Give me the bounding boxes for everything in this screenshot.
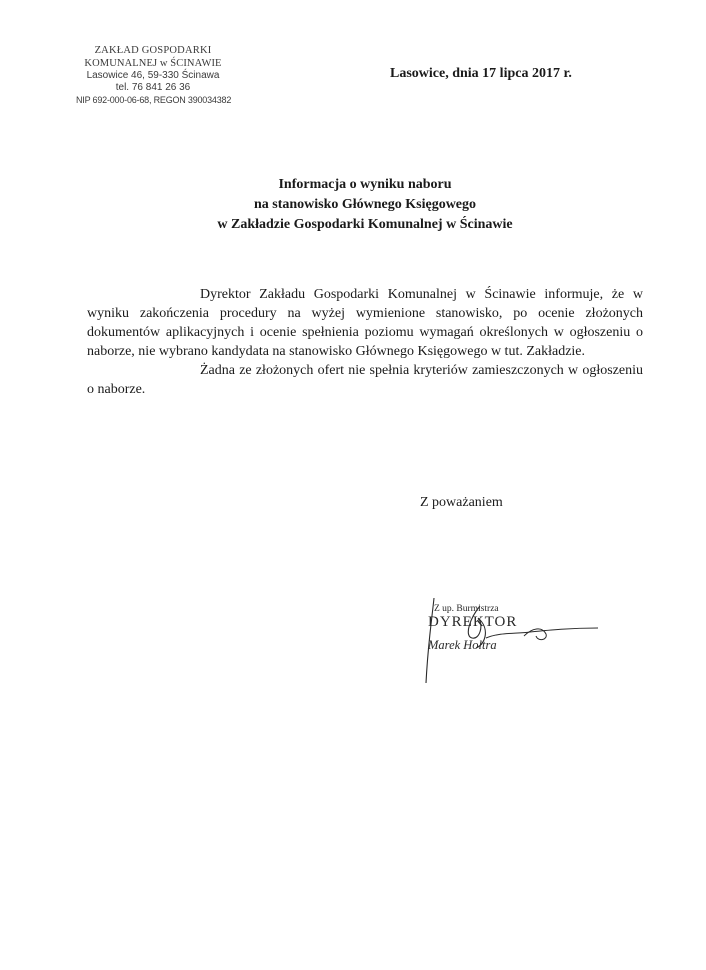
body-paragraph-1: Dyrektor Zakładu Gospodarki Komunalnej w Ścinawie informuje, że w wyniku zakończenia procedury na wyżej wymienione stanowisko, po ocenie złożonych dokumentów aplikacyjnych i ocenie spełnienia poziomu wymagań określonych w ogłoszeniu o naborze, nie wybrano kandydata na stanowisko Głównego Księgowego w tut. Zakładzie. <box>87 287 643 359</box>
stamp-phone: tel. 76 841 26 36 <box>115 82 191 93</box>
stamp-line-2: KOMUNALNEJ w ŚCINAWIE <box>84 58 222 69</box>
signature-authority: Z up. Burmistrza <box>434 604 499 614</box>
document-date: Lasowice, dnia 17 lipca 2017 r. <box>390 66 572 81</box>
document-title <box>150 175 580 235</box>
company-stamp <box>76 44 232 106</box>
document-body <box>87 285 643 399</box>
title-line-2: na stanowisko Głównego Księgowego <box>253 197 477 212</box>
stamp-address: Lasowice 46, 59-330 Ścinawa <box>86 70 220 81</box>
signature-name: Marek Hołtra <box>428 638 497 652</box>
stamp-tax-ids: NIP 692-000-06-68, REGON 390034382 <box>76 95 232 105</box>
body-paragraph-2: Żadna ze złożonych ofert nie spełnia kryteriów zamieszczonych w ogłoszeniu o naborze. <box>87 363 643 397</box>
stamp-line-1: ZAKŁAD GOSPODARKI <box>94 45 212 56</box>
title-line-1: Informacja o wyniku naboru <box>278 177 452 192</box>
title-line-3: w Zakładzie Gospodarki Komunalnej w Ścinawie <box>217 217 513 232</box>
closing-phrase: Z poważaniem <box>420 495 503 510</box>
signature-position: DYREKTOR <box>428 614 518 630</box>
